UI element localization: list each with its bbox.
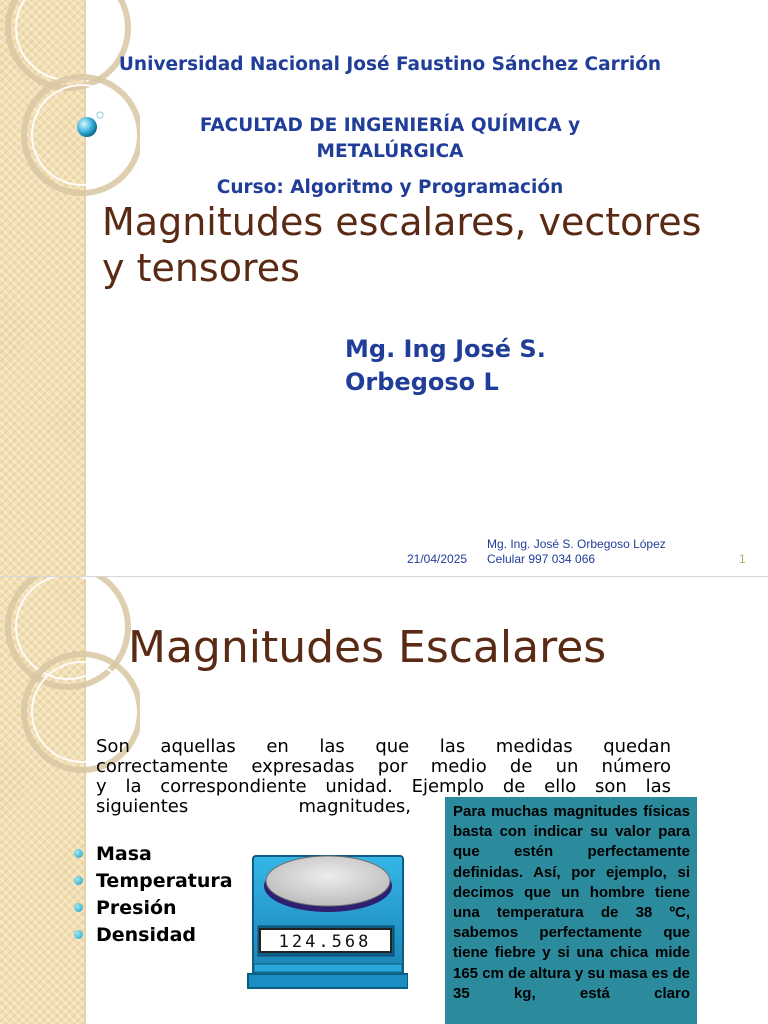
scale-display-readout: 124.568 — [278, 932, 372, 952]
bullet-icon — [74, 930, 83, 939]
list-item-label: Presión — [96, 897, 177, 919]
orb-icon — [77, 117, 97, 137]
page-number: 1 — [739, 552, 746, 566]
intro-line: correctamente expresadas por medio de un número — [96, 756, 671, 777]
bullet-icon — [74, 876, 83, 885]
section-title: Magnitudes Escalares — [128, 622, 607, 673]
bullet-icon — [74, 903, 83, 912]
list-item — [72, 868, 233, 895]
intro-line: siguientes magnitudes, — [96, 796, 411, 817]
digital-scale-icon — [244, 848, 408, 994]
magnitudes-list — [72, 841, 233, 949]
author-line-1: Mg. Ing José S. — [345, 335, 546, 363]
list-item-label: Masa — [96, 843, 152, 865]
main-title-line-2: y tensores — [102, 246, 300, 290]
list-item-label: Temperatura — [96, 870, 233, 892]
faculty-name: FACULTAD DE INGENIERÍA QUÍMICA y METALÚRGICA — [199, 115, 581, 162]
author-line-2: Orbegoso L — [345, 368, 499, 396]
info-box — [445, 797, 697, 1024]
list-item — [72, 841, 233, 868]
list-item — [72, 922, 233, 949]
university-name: Universidad Nacional José Faustino Sánchez Carrión — [118, 54, 662, 75]
footer-date: 21/04/2025 — [407, 552, 468, 566]
list-item-label: Densidad — [96, 924, 197, 946]
info-box-text: Para muchas magnitudes físicas basta con indicar su valor para que estén perfectamente definidas. Así, por ejemplo, si decimos que un hombre tiene una temperatura de 38 ºC, sabemos perfectamente que tiene fiebre y si una chica mide 165 cm de altura y su masa es de 35 kg, está claro — [453, 803, 690, 1002]
footer-phone: Celular 997 034 066 — [487, 552, 596, 566]
intro-line: y la correspondiente unidad. Ejemplo de ello son las — [96, 776, 671, 797]
footer-author: Mg. Ing. José S. Orbegoso López — [487, 537, 666, 551]
list-item — [72, 895, 233, 922]
intro-line: Son aquellas en las que las medidas quedan — [96, 736, 671, 757]
bullet-icon — [74, 849, 83, 858]
course-name: Curso: Algoritmo y Programación — [216, 177, 564, 198]
main-title-line-1: Magnitudes escalares, vectores — [102, 200, 702, 244]
